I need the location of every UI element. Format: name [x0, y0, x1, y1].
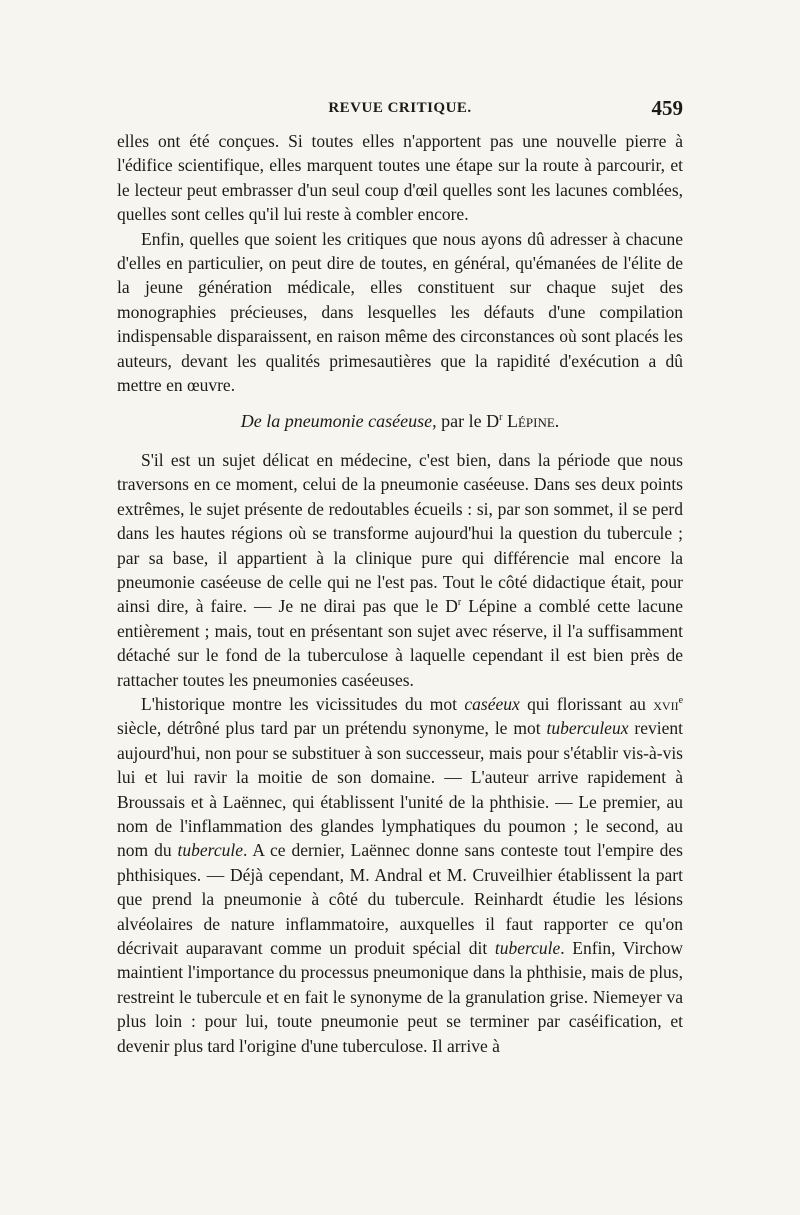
running-title: REVUE CRITIQUE. [328, 100, 472, 116]
section-heading [117, 409, 683, 433]
p4-i: tubercule [177, 840, 243, 861]
paragraph-4 [117, 692, 683, 1058]
heading-by: par le D [436, 411, 500, 432]
running-head [117, 96, 683, 126]
p4-a: L'historique montre les vicissitudes du mot [141, 693, 465, 714]
p4-h: revient aujourd'hui, non pour se substituer à son successeur, mais pour s'établir vis-à-vis lui et lui ravir la moitie de son domaine. — L'auteur arrive rapidement à Broussais et à Laënnec, qui établissent l'unité de la phthisie. — Le premier, au nom de l'inflammation des glandes lymphatiques du poumon ; le second, au nom du [117, 718, 683, 861]
page-number: 459 [651, 96, 683, 120]
p4-e: e [678, 695, 684, 707]
paragraph-1: elles ont été conçues. Si toutes elles n'apportent pas une nouvelle pierre à l'édifice scientifique, elles marquent toutes une étape sur la route à parcourir, et le lecteur peut embrasser d'un seul coup d'œil quelles sont les lacunes comblées, quelles sont celles qu'il lui reste à combler encore. [117, 131, 683, 225]
p4-l: . Enfin, Virchow maintient l'importance du processus pneumonique dans la phthisie, mais de plus, restreint le tubercule et en fait le synonyme de la granulation grise. Niemeyer va plus loin : pour lui, toute pneumonie peut se terminer par caséification, et devenir plus tard l'origine d'une tuberculose. Il arrive à [117, 938, 683, 1056]
p4-c: qui florissant au [519, 693, 654, 714]
p4-d: xvii [653, 693, 679, 714]
p4-k: tubercule [494, 938, 561, 958]
body-text [117, 129, 683, 1058]
paragraph-3-text-a: S'il est un sujet délicat en médecine, c'est bien, dans la période que nous traversons en ce moment, celui de la pneumonie caséeuse. Dans ses deux points extrêmes, le sujet présente de redoutables écueils : si, par son sommet, il se perd dans les hautes régions où se transforme aujourd'hui la question du tubercule ; par sa base, il appartient à la clinique pure qui différencie mal encore la pneumonie caséeuse de celle qui ne l'est pas. Tout le côté didactique était, pour ainsi dire, à faire. — Je ne dirai pas que le D [117, 449, 683, 617]
paragraph-2: Enfin, quelles que soient les critiques que nous ayons dû adresser à chacune d'elles en particulier, on peut dire de toutes, en général, qu'émanées de l'élite de la jeune génération médicale, elles constituent sur chaque sujet des monographies précieuses, dans lesquelles les défauts d'une compilation indispensable disparaissent, en raison même des circonstances où sont placés les auteurs, devant les qualités primesautières que la rapidité d'exécution a dû mettre en œuvre. [117, 228, 683, 396]
paragraph-3-sup: r [457, 597, 462, 609]
paragraph-3-text-b: Lépine a comblé cette lacune entièrement ; mais, tout en présentant son sujet avec réserve, il l'a suffisamment détaché sur le fond de la tuberculose à laquelle cependant il est bien près de rattacher toutes les pneumonies caséeuses. [117, 596, 683, 690]
section-title: De la pneumonie caséeuse, [240, 411, 437, 432]
p4-g: tuberculeux [546, 718, 629, 739]
heading-author: Lépine. [502, 411, 560, 432]
paragraph-3 [117, 448, 683, 692]
p4-j: . A ce dernier, Laënnec donne sans conteste tout l'empire des phthisiques. — Déjà cependant, M. Andral et M. Cruveilhier établissent la part que prend la pneumonie à côté du tubercule. Reinhardt étudie les lésions alvéolaires de nature inflammatoire, auxquelles il faut rapporter ce qu'on décrivait auparavant comme un produit spécial dit [117, 840, 683, 958]
p4-f: siècle, détrôné plus tard par un prétendu synonyme, le mot [117, 718, 547, 739]
heading-sup: r [499, 412, 503, 424]
p4-b: caséeux [464, 693, 520, 714]
